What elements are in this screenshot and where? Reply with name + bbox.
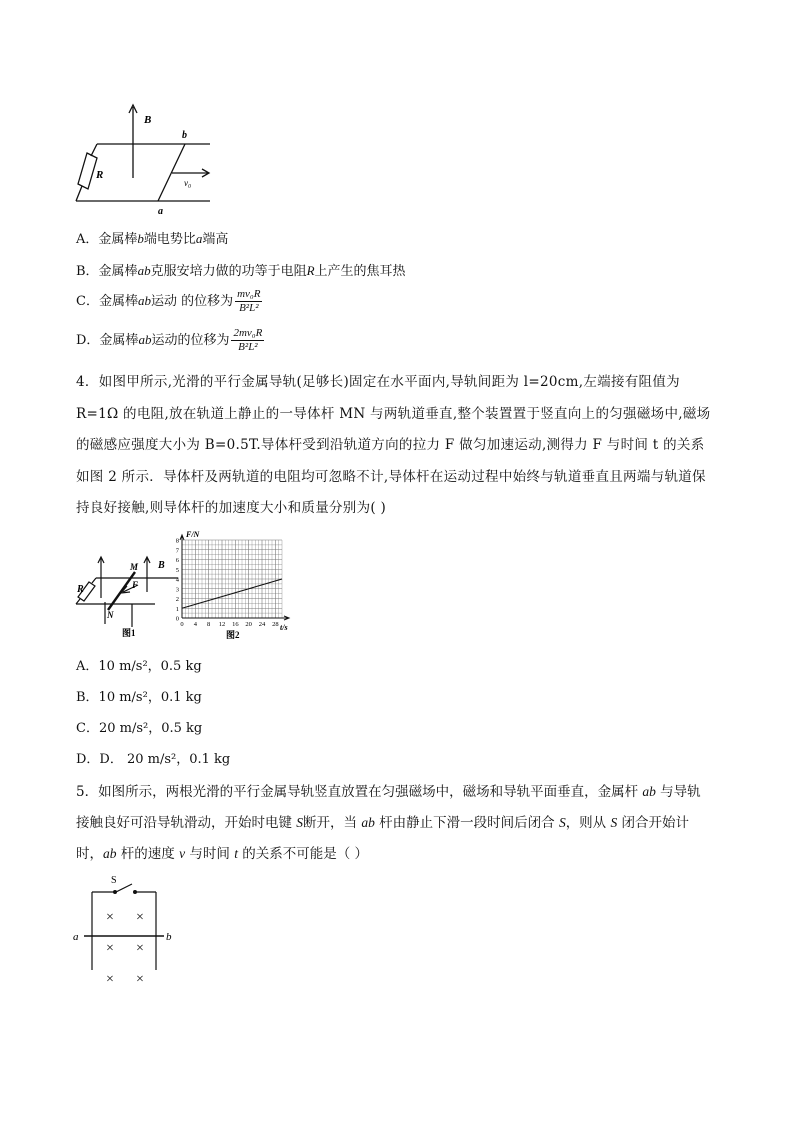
x-tick-label: 20 <box>245 621 252 628</box>
q3-option-a: A．金属棒b端电势比a端高 <box>76 231 229 247</box>
x-tick-label: 12 <box>218 621 226 628</box>
y-tick-label: 1 <box>175 605 179 613</box>
fraction: $\frac{\text{mv₀R}}{\text{B²L²}}$ <box>237 288 261 314</box>
q4-stem: 4．如图甲所示,光滑的平行金属导轨(足够长)固定在水平面内,导轨间距为 l=20cm,左端接有阻值为 R=1Ω 的电阻,放在轨道上静止的一导体杆 MN 与两轨道垂直,整个装置置于竖直向上的匀强磁场中,磁场的磁感应强度大小为 B=0.5T.导体杆受到沿轨道方向的拉力 F 做匀加速运动,测得力 F 与时间 t 的关系如图 2 所示．导体杆及两轨道的电阻均可忽略不计,导体杆在运动过程中始终与轨道垂直且两端与轨道保持良好接触,则导体杆的加速度大小和质量分别为( ) <box>76 374 711 516</box>
fig-label-M: M <box>130 562 139 572</box>
chart-ylabel: F/N <box>186 530 200 539</box>
y-tick-label: 7 <box>175 547 179 555</box>
q5-figure <box>70 870 180 990</box>
fig-label-b: b <box>182 130 187 141</box>
fig-label-v0: v₀ <box>184 178 192 188</box>
y-tick-label: 0 <box>175 615 179 623</box>
q4-option-a: A．10 m/s²，0.5 kg <box>76 659 202 674</box>
q5-stem-line-2: 接触良好可沿导轨滑动，开始时电键 S断开，当 ab 杆由静止下滑一段时间后闭合 S，则从 S 闭合开始计 <box>76 815 690 831</box>
y-tick-label: 2 <box>175 596 179 603</box>
q3-option-b: B．金属棒ab克服安培力做的功等于电阻R上产生的焦耳热 <box>76 263 406 279</box>
q4-option-c: C．20 m/s²，0.5 kg <box>76 721 203 736</box>
q5-stem-line-3: 时，ab 杆的速度 v 与时间 t 的关系不可能是（ ） <box>76 846 369 862</box>
fig-label-R: R <box>77 584 84 595</box>
q4-figure-1 <box>70 552 180 640</box>
q4-option-b: B．10 m/s²，0.1 kg <box>76 690 202 705</box>
field-cross: × <box>106 910 114 925</box>
fig-label-B: B <box>158 560 165 571</box>
field-cross: × <box>106 941 114 956</box>
x-tick-label: 16 <box>232 621 239 628</box>
x-tick-label: 0 <box>180 621 184 628</box>
x-tick-label: 4 <box>193 621 197 628</box>
field-cross: × <box>136 972 144 987</box>
y-tick-label: 3 <box>175 586 179 594</box>
q3-option-d: D．金属棒ab运动的位移为 $\frac{\text{2mv₀R}}{\text{B²L²}}$ <box>76 327 263 353</box>
fig1-caption: 图1 <box>122 628 136 638</box>
q3-figure <box>70 100 220 218</box>
x-tick-label: 24 <box>258 621 266 628</box>
fig-label-a: a <box>158 206 163 217</box>
fraction: $\frac{\text{2mv₀R}}{\text{B²L²}}$ <box>233 327 263 353</box>
y-tick-label: 8 <box>175 537 179 545</box>
field-cross: × <box>136 941 144 956</box>
fig-label-R: R <box>96 169 104 181</box>
field-cross: × <box>106 972 114 987</box>
q4-figure-2-chart <box>172 530 298 642</box>
fig-label-a: a <box>73 931 79 943</box>
fig-label-F: F <box>132 580 139 590</box>
y-tick-label: 5 <box>175 566 179 574</box>
chart-xlabel: t/s <box>280 623 288 632</box>
y-tick-label: 4 <box>175 576 179 584</box>
fig-label-B: B <box>144 114 152 126</box>
q5-stem-line-1: 5．如图所示，两根光滑的平行金属导轨竖直放置在匀强磁场中，磁场和导轨平面垂直，金属杆 ab 与导轨 <box>76 784 701 800</box>
x-tick-label: 28 <box>272 621 279 628</box>
switch-label-S: S <box>111 875 117 886</box>
y-tick-label: 6 <box>175 557 179 564</box>
q3-option-c: C．金属棒ab运动 的位移为 $\frac{\text{mv₀R}}{\text{B²L²}}$ <box>76 288 261 314</box>
x-tick-label: 8 <box>207 621 211 628</box>
field-cross: × <box>136 910 144 925</box>
fig-label-N: N <box>107 610 114 620</box>
q4-option-d: D．D． 20 m/s²，0.1 kg <box>76 752 231 767</box>
chart-caption: 图2 <box>226 630 240 640</box>
fig-label-b: b <box>166 931 172 943</box>
